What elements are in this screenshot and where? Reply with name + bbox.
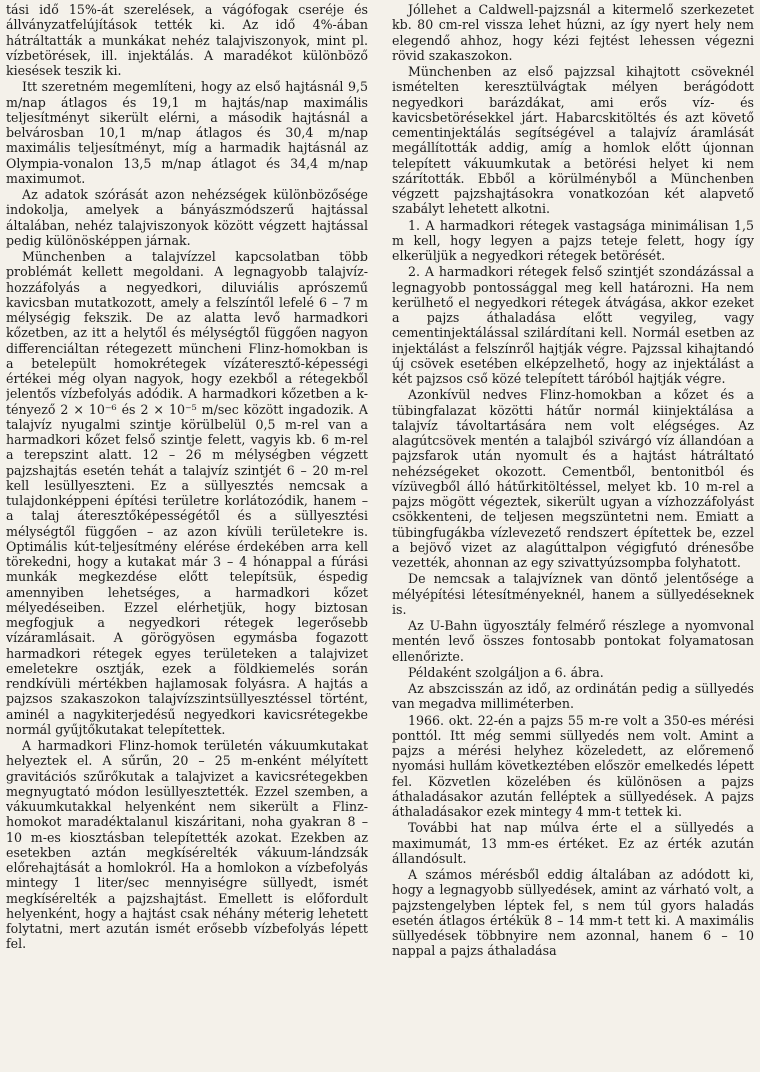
paragraph: 1. A harmadkori rétegek vastagsága minimálisan 1,5 m kell, hogy legyen a pajzs teteje felett, hogy így elkerüljük a negyedkori rétegek betörését. (392, 217, 754, 263)
paragraph: Példaként szolgáljon a 6. ábra. (408, 664, 604, 680)
paragraph: Münchenben az első pajzzsal kihajtott csöveknél ismételten keresztülvágtak mélyen berágódott negyedkori barázdákat, ami erős víz- és kavicsbetörésekkel járt. Habarcskitöltés és azt követő cementinjektálás segítségével a talajvíz áramlását megállították addig, amíg a homlok előtt újonnan telepített vákuumkutak a betörési helyet ki nem szárították. Ebből a körülményből a Münchenben végzett pajzshajtásokra vonatkozóan két alapvető szabályt lehetett alkotni. (392, 64, 754, 217)
paragraph: Azonkívül nedves Flinz-homokban a kőzet és a tübingfalazat közötti hátűr normál kiinjektálása a talajvíz távoltartására nem volt elégséges. Az alagútcsövek mentén a talajból szivárgó víz állandóan a pajzsfarok után nyomult és a hajtást hátráltató nehézségeket okozott. Cementből, bentonitból és vízüvegből álló hátűrkitöltéssel, melyet kb. 10 m-rel a pajzs mögött végeztek, sikerült ugyan a vízhozzáfolyást csökkenteni, de teljesen megszüntetni nem. Emiatt a tübingfugákba vízlevezető rendszert építettek be, ezzel a bejövő vizet az alagúttalpon végigfutó drénesőbe vezették, ahonnan az egy szivattyúzsompba folyhatott. (392, 387, 754, 570)
paragraph: A számos mérésből eddig általában az adódott ki, hogy a legnagyobb süllyedések, amint az várható volt, a pajzstengelyben léptek fel, s nem túl gyors haladás esetén átlagos értékük 8 – 14 mm-t tett ki. A maximális süllyedések többnyire nem azonnal, hanem 6 – 10 nappal a pajzs áthaladása (392, 867, 754, 959)
right-column (392, 2, 754, 1072)
column-gutter (380, 2, 381, 1072)
paragraph: Itt szeretném megemlíteni, hogy az első hajtásnál 9,5 m/nap átlagos és 19,1 m hajtás/nap maximális teljesítményt sikerült elérni, a második hajtásnál a belvárosban 10,1 m/nap átlagos és 30,4 m/nap maximális teljesítményt, míg a harmadik hajtásnál az Olympia-vonalon 13,5 m/nap átlagot és 34,4 m/nap maximumot. (6, 79, 368, 186)
paragraph: Münchenben a talajvízzel kapcsolatban több problémát kellett megoldani. A legnagyobb talajvíz-hozzáfolyás a negyedkori, diluviális aprószemű kavicsban mutatkozott, amely a felszíntől lefelé 6 – 7 m mélységig fekszik. De az alatta levő harmadkori kőzetben, az itt a helytől és mélységtől függően nagyon differenciáltan rétegezett müncheni Flinz-homokban is a betelepült homokrétegek vízáteresztő-képességi értékei még olyan nagyok, hogy ezekből a rétegekből jelentős vízbefolyás adódik. A harmadkori kőzetben a k-tényező 2 × 10⁻⁶ és 2 × 10⁻⁵ m/sec között ingadozik. A talajvíz nyugalmi szintje körülbelül 0,5 m-rel van a harmadkori kőzet felső szintje felett, vagyis kb. 6 m-rel a terepszint alatt. 12 – 26 m mélységben végzett pajzshajtás esetén tehát a talajvíz szintjét 6 – 20 m-rel kell lesüllyeszteni. Ez a süllyesztés nemcsak a tulajdonképpeni építési területre korlátozódik, hanem – a talaj áteresztőképességétől és a süllyesztési mélységtől függően – az azon kívüli területekre is. Optimális kút-teljesítmény elérése érdekében arra kell törekedni, hogy a kutakat már 3 – 4 hónappal a fúrási munkák megkezdése előtt telepítsük, éspedig amennyiben lehetséges, a harmadkori kőzet mélyedéseiben. Ezzel elérhetjük, hogy biztosan megfogjuk a negyedkori rétegek legerősebb vízáramlásait. A görögyösen egymásba fogazott harmadkori rétegek egyes területeken a talajvizet emeletekre osztják, ezek a földkiemelés során rendkívüli mértékben hajlamosak folyásra. A hajtás a pajzsos szakaszokon talajvízszintsüllyesztéssel történt, aminél a nagykiterjedésű negyedkori kavicsrétegekbe normál gyűjtőkutakat telepítettek. (6, 249, 368, 737)
paragraph: Az abszcisszán az idő, az ordinátán pedig a süllyedés van megadva milliméterben. (392, 681, 754, 712)
paragraph: További hat nap múlva érte el a süllyedés a maximumát, 13 mm-es értéket. Ez az érték azután állandósult. (392, 820, 754, 866)
paragraph: Az adatok szórását azon nehézségek különbözősége indokolja, amelyek a bányászmódszerű hajtással általában, nehéz talajviszonyok között végzett hajtással pedig különösképpen járnak. (6, 187, 368, 248)
paragraph: 2. A harmadkori rétegek felső szintjét szondázással a legnagyobb pontossággal meg kell határozni. Ha nem kerülhető el negyedkori rétegek átvágása, akkor ezeket a pajzs áthaladása előtt vegyileg, vagy cementinjektálással szilárdítani kell. Normál esetben az injektálást a felszínről hajtják végre. Pajzssal kihajtandó új csövek esetében elképzelhető, hogy az injektálást a két pajzsos cső közé telepített táróból hajtják végre. (392, 264, 754, 386)
paragraph: De nemcsak a talajvíznek van döntő jelentősége a mélyépítési létesítményeknél, hanem a süllyedéseknek is. (392, 571, 754, 617)
paragraph: 1966. okt. 22-én a pajzs 55 m-re volt a 350-es mérési ponttól. Itt még semmi süllyedés nem volt. Amint a pajzs a mérési helyhez közeledett, az előremenő nyomási hullám következtében először emelkedés lépett fel. Közvetlen közelében és különösen a pajzs áthaladásakor azután felléptek a süllyedések. A pajzs áthaladásakor ezek mintegy 4 mm-t tettek ki. (392, 712, 754, 819)
left-column (6, 2, 368, 1072)
paragraph: A harmadkori Flinz-homok területén vákuumkutakat helyeztek el. A sűrűn, 20 – 25 m-enként mélyített gravitációs szűrőkutak a talajvizet a kavicsrétegekben megnyugtató módon lesüllyesztették. Ezzel szemben, a vákuumkutakkal helyenként nem sikerült a Flinz-homokot maradéktalanul kiszáritani, noha gyakran 8 – 10 m-es kiosztásban telepítették azokat. Ezekben az esetekben aztán megkísérelték vákuum-lándzsák előrehajtását a homlokról. Ha a homlokon a vízbefolyás mintegy 1 liter/sec mennyiségre süllyedt, ismét megkísérelték a pajzshajtást. Emellett is előfordult helyenként, hogy a hajtást csak néhány méterig lehetett folytatni, mert azután ismét erősebb vízbefolyás lépett fel. (6, 738, 368, 952)
paragraph: tási idő 15%-át szerelések, a vágófogak cseréje és állványzatfelújítások tették ki. Az idő 4%-ában hátráltatták a munkákat nehéz talajviszonyok, mint pl. vízbetörések, ill. injektálás. A maradékot különböző kiesések teszik ki. (6, 2, 368, 78)
paragraph: Az U-Bahn ügyosztály felmérő részlege a nyomvonal mentén levő összes fontosabb pontokat folyamatosan ellenőrizte. (392, 618, 754, 664)
paragraph: Jóllehet a Caldwell-pajzsnál a kitermelő szerkezetet kb. 80 cm-rel vissza lehet húzni, az így nyert hely nem elegendő ahhoz, hogy kézi fejtést lehessen végezni rövid szakaszokon. (392, 2, 754, 63)
